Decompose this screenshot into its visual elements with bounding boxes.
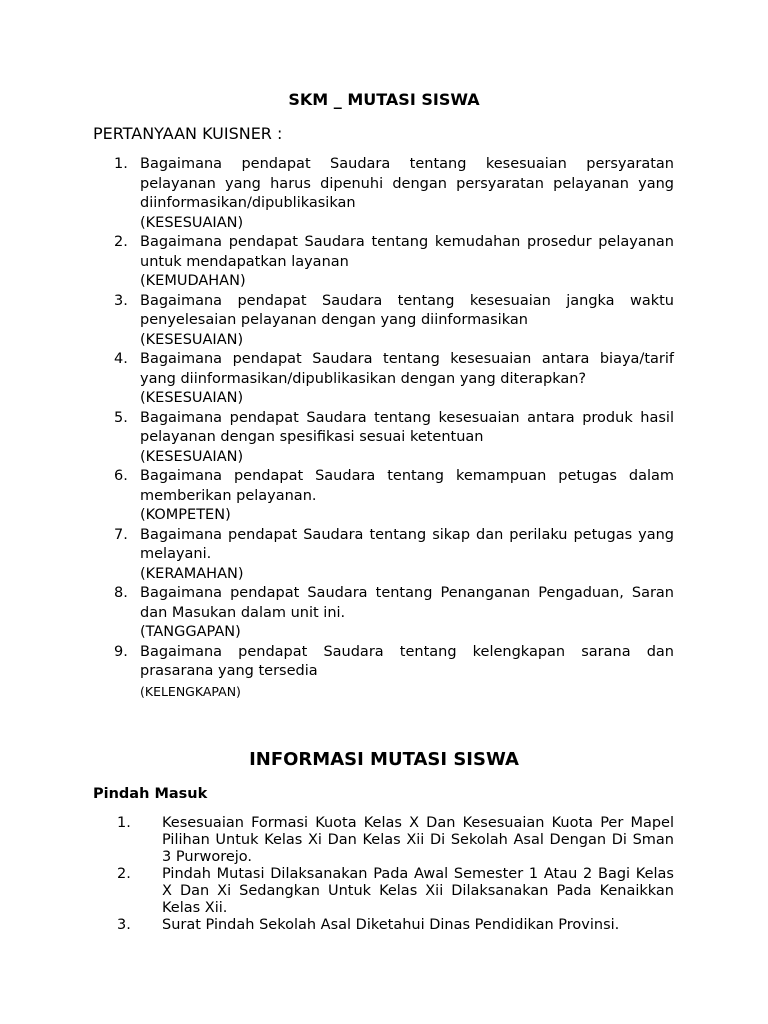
question-number: 7. xyxy=(114,526,128,543)
question-text: Bagaimana pendapat Saudara tentang kesesuaian antara produk hasil pelayanan dengan spesifikasi sesuai ketentuan xyxy=(140,409,674,445)
info-item xyxy=(93,815,674,866)
question-number: 8. xyxy=(114,585,128,601)
question-text: Bagaimana pendapat Saudara tentang kesesuaian persyaratan pelayanan yang harus dipenuhi dengan persyaratan pelayanan yang diinformasikan/dipublikasikan xyxy=(140,156,674,211)
question-list xyxy=(114,155,674,701)
question-number: 3. xyxy=(114,292,128,309)
info-item xyxy=(93,866,674,917)
question-item xyxy=(114,643,674,702)
question-item xyxy=(114,467,674,526)
question-category: (KESESUAIAN) xyxy=(140,214,244,231)
questionnaire-heading: PERTANYAAN KUISNER : xyxy=(93,124,283,143)
question-item xyxy=(114,292,674,351)
question-category: (KESESUAIAN) xyxy=(140,448,244,465)
info-text: Surat Pindah Sekolah Asal Diketahui Dinas Pendidikan Provinsi. xyxy=(162,917,620,933)
question-number: 6. xyxy=(114,468,128,484)
question-text: Bagaimana pendapat Saudara tentang kemudahan prosedur pelayanan untuk mendapatkan layanan xyxy=(140,234,674,270)
question-category: (KESESUAIAN) xyxy=(140,390,244,406)
document-title: SKM _ MUTASI SISWA xyxy=(288,90,480,109)
info-number: 3. xyxy=(117,917,131,933)
question-number: 2. xyxy=(114,234,128,250)
question-category: (KOMPETEN) xyxy=(140,507,231,523)
question-category: (KESESUAIAN) xyxy=(140,331,244,348)
question-item xyxy=(114,526,674,585)
question-item xyxy=(114,350,674,409)
info-item xyxy=(93,917,674,934)
info-text: Pindah Mutasi Dilaksanakan Pada Awal Semester 1 Atau 2 Bagi Kelas X Dan Xi Sedangkan Untuk Kelas Xii Dilaksanakan Pada Kenaikkan Kelas Xii. xyxy=(162,866,674,916)
section-label: Pindah Masuk xyxy=(93,786,208,802)
question-item xyxy=(114,584,674,643)
question-text: Bagaimana pendapat Saudara tentang kemampuan petugas dalam memberikan pelayanan. xyxy=(140,468,674,504)
question-item xyxy=(114,409,674,468)
info-number: 1. xyxy=(117,815,131,831)
info-list xyxy=(93,815,674,934)
question-text: Bagaimana pendapat Saudara tentang Penanganan Pengaduan, Saran dan Masukan dalam unit ini. xyxy=(140,585,674,621)
question-number: 4. xyxy=(114,351,128,367)
question-number: 9. xyxy=(114,643,128,660)
question-number: 1. xyxy=(114,156,128,172)
question-text: Bagaimana pendapat Saudara tentang sikap dan perilaku petugas yang melayani. xyxy=(140,526,674,562)
question-text: Bagaimana pendapat Saudara tentang kelengkapan sarana dan prasarana yang tersedia xyxy=(140,643,674,679)
info-text: Kesesuaian Formasi Kuota Kelas X Dan Kesesuaian Kuota Per Mapel Pilihan Untuk Kelas Xi Dan Kelas Xii Di Sekolah Asal Dengan Di Sman 3 Purworejo. xyxy=(162,815,674,865)
question-category: (KERAMAHAN) xyxy=(140,565,244,582)
question-category: (KELENGKAPAN) xyxy=(140,683,241,699)
info-title: INFORMASI MUTASI SISWA xyxy=(249,749,519,770)
info-number: 2. xyxy=(117,866,131,882)
question-text: Bagaimana pendapat Saudara tentang kesesuaian jangka waktu penyelesaian pelayanan dengan yang diinformasikan xyxy=(140,292,674,328)
question-item xyxy=(114,233,674,292)
question-number: 5. xyxy=(114,409,128,426)
question-category: (TANGGAPAN) xyxy=(140,624,241,640)
question-category: (KEMUDAHAN) xyxy=(140,273,246,289)
question-text: Bagaimana pendapat Saudara tentang kesesuaian antara biaya/tarif yang diinformasikan/dipublikasikan dengan yang diterapkan? xyxy=(140,351,674,387)
question-item xyxy=(114,155,674,233)
